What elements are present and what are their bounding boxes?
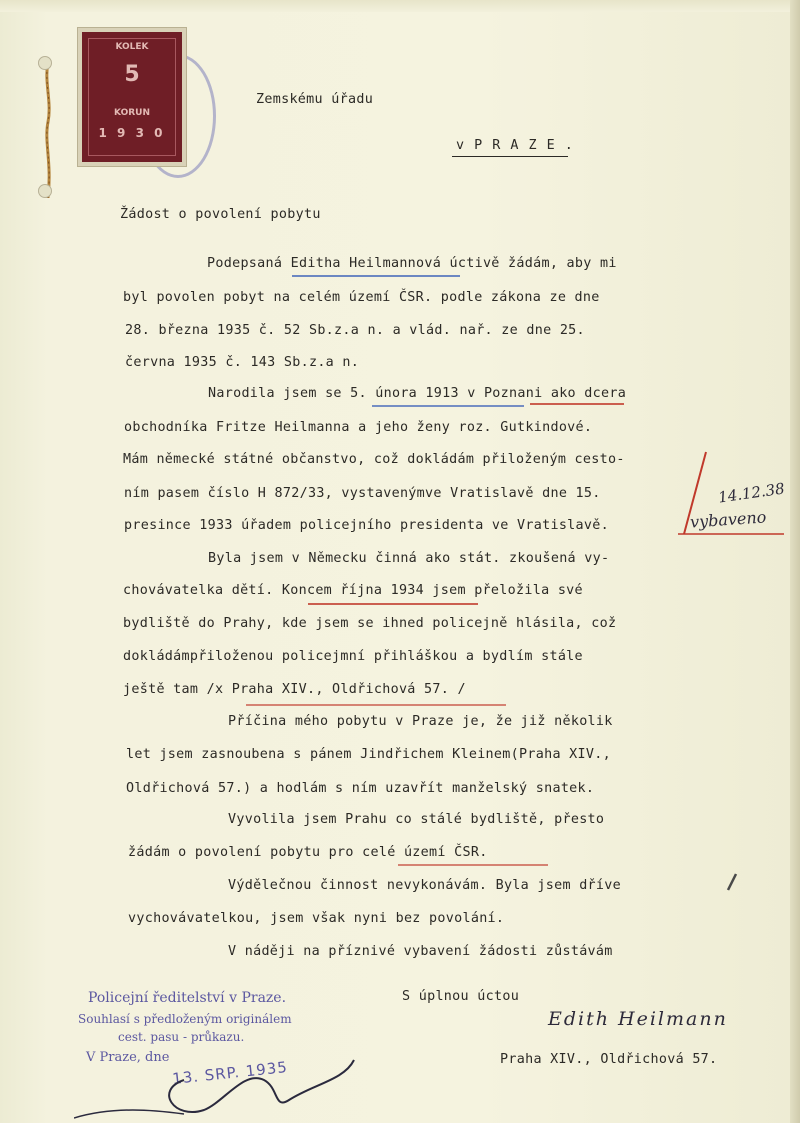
body-line: ním pasem číslo H 872/33, vystavenýmve Vratislavě dne 15. <box>124 486 601 501</box>
revenue-stamp-bottom-text: KORUN <box>114 108 150 118</box>
body-line: června 1935 č. 143 Sb.z.a n. <box>125 355 360 370</box>
body-line: Vyvolila jsem Prahu co stálé bydliště, přesto <box>228 812 605 827</box>
police-stamp-date: 13. SRP. 1935 <box>171 1057 289 1089</box>
body-line: bydliště do Prahy, kde jsem se ihned policejně hlásila, což <box>123 616 617 631</box>
sender-address: Praha XIV., Oldřichová 57. <box>500 1052 718 1067</box>
police-stamp-line-2: Souhlasí s předloženým originálem <box>78 1012 292 1026</box>
signature: Edith Heilmann <box>548 1008 728 1030</box>
body-line: Mám německé státné občanstvo, což dokládám přiloženým cesto- <box>123 452 625 467</box>
police-stamp-line-1: Policejní ředitelství v Praze. <box>88 990 287 1006</box>
body-line: let jsem zasnoubena s pánem Jindřichem Kleinem(Praha XIV., <box>126 747 611 762</box>
pencil-tick-icon <box>724 872 740 892</box>
red-underline-date <box>308 603 478 605</box>
red-underline-place <box>530 403 624 405</box>
official-signature-icon <box>74 1040 364 1123</box>
body-line: Narodila jsem se 5. února 1913 v Poznani ako dcera <box>208 386 627 401</box>
body-line: žádám o povolení pobytu pro celé území ČSR. <box>128 845 488 860</box>
punch-hole-top <box>38 56 52 70</box>
body-line: vychovávatelkou, jsem však nyni bez povolání. <box>128 911 505 926</box>
blue-underline-name <box>292 275 460 277</box>
margin-note-word: vybaveno <box>689 507 767 532</box>
red-underline-address <box>246 704 506 706</box>
body-line: presince 1933 úřadem policejního presidenta ve Vratislavě. <box>124 518 609 533</box>
body-line: Výdělečnou činnost nevykonávám. Byla jsem dříve <box>228 878 622 893</box>
body-line: obchodníka Fritze Heilmanna a jeho ženy roz. Gutkindové. <box>124 420 593 435</box>
police-stamp-line-4: V Praze, dne <box>86 1050 170 1065</box>
page-right-edge <box>790 0 800 1123</box>
body-line: 28. března 1935 č. 52 Sb.z.a n. a vlád. nař. ze dne 25. <box>125 323 585 338</box>
address-office: Zemskému úřadu <box>256 92 374 107</box>
revenue-stamp-value: 5 <box>124 62 140 87</box>
address-city-underline <box>452 156 568 157</box>
address-city: v P R A Z E . <box>456 138 574 153</box>
subject-line: Žádost o povolení pobytu <box>120 207 321 222</box>
revenue-stamp-top-text: KOLEK <box>115 42 149 52</box>
binding-string-icon <box>44 62 52 198</box>
police-stamp-line-3: cest. pasu - průkazu. <box>118 1030 245 1044</box>
punch-hole-bottom <box>38 184 52 198</box>
margin-note-date: 14.12.38 <box>717 479 786 507</box>
red-underline-territory <box>398 864 548 866</box>
body-line: Podepsaná Editha Heilmannová úctivě žádám, aby mi <box>207 256 617 271</box>
body-line: Oldřichová 57.) a hodlám s ním uzavřít manželský snatek. <box>126 781 595 796</box>
revenue-stamp-year: 1 9 3 0 <box>98 126 166 140</box>
body-line: Byla jsem v Německu činná ako stát. zkoušená vy- <box>208 551 610 566</box>
body-line: chovávatelka dětí. Koncem října 1934 jsem přeložila své <box>123 583 583 598</box>
closing-text: S úplnou úctou <box>402 989 520 1004</box>
body-line: dokládámpřiloženou policejmní přihláškou a bydlím stále <box>123 649 583 664</box>
body-line: Příčina mého pobytu v Praze je, že již několik <box>228 714 613 729</box>
body-line: ještě tam /x Praha XIV., Oldřichová 57. / <box>123 682 466 697</box>
page-top-fold <box>0 0 800 12</box>
revenue-stamp <box>78 28 186 166</box>
body-line: byl povolen pobyt na celém území ČSR. podle zákona ze dne <box>123 290 600 305</box>
body-line: V náději na příznivé vybavení žádosti zůstávám <box>228 944 613 959</box>
blue-underline-birth <box>372 405 524 407</box>
